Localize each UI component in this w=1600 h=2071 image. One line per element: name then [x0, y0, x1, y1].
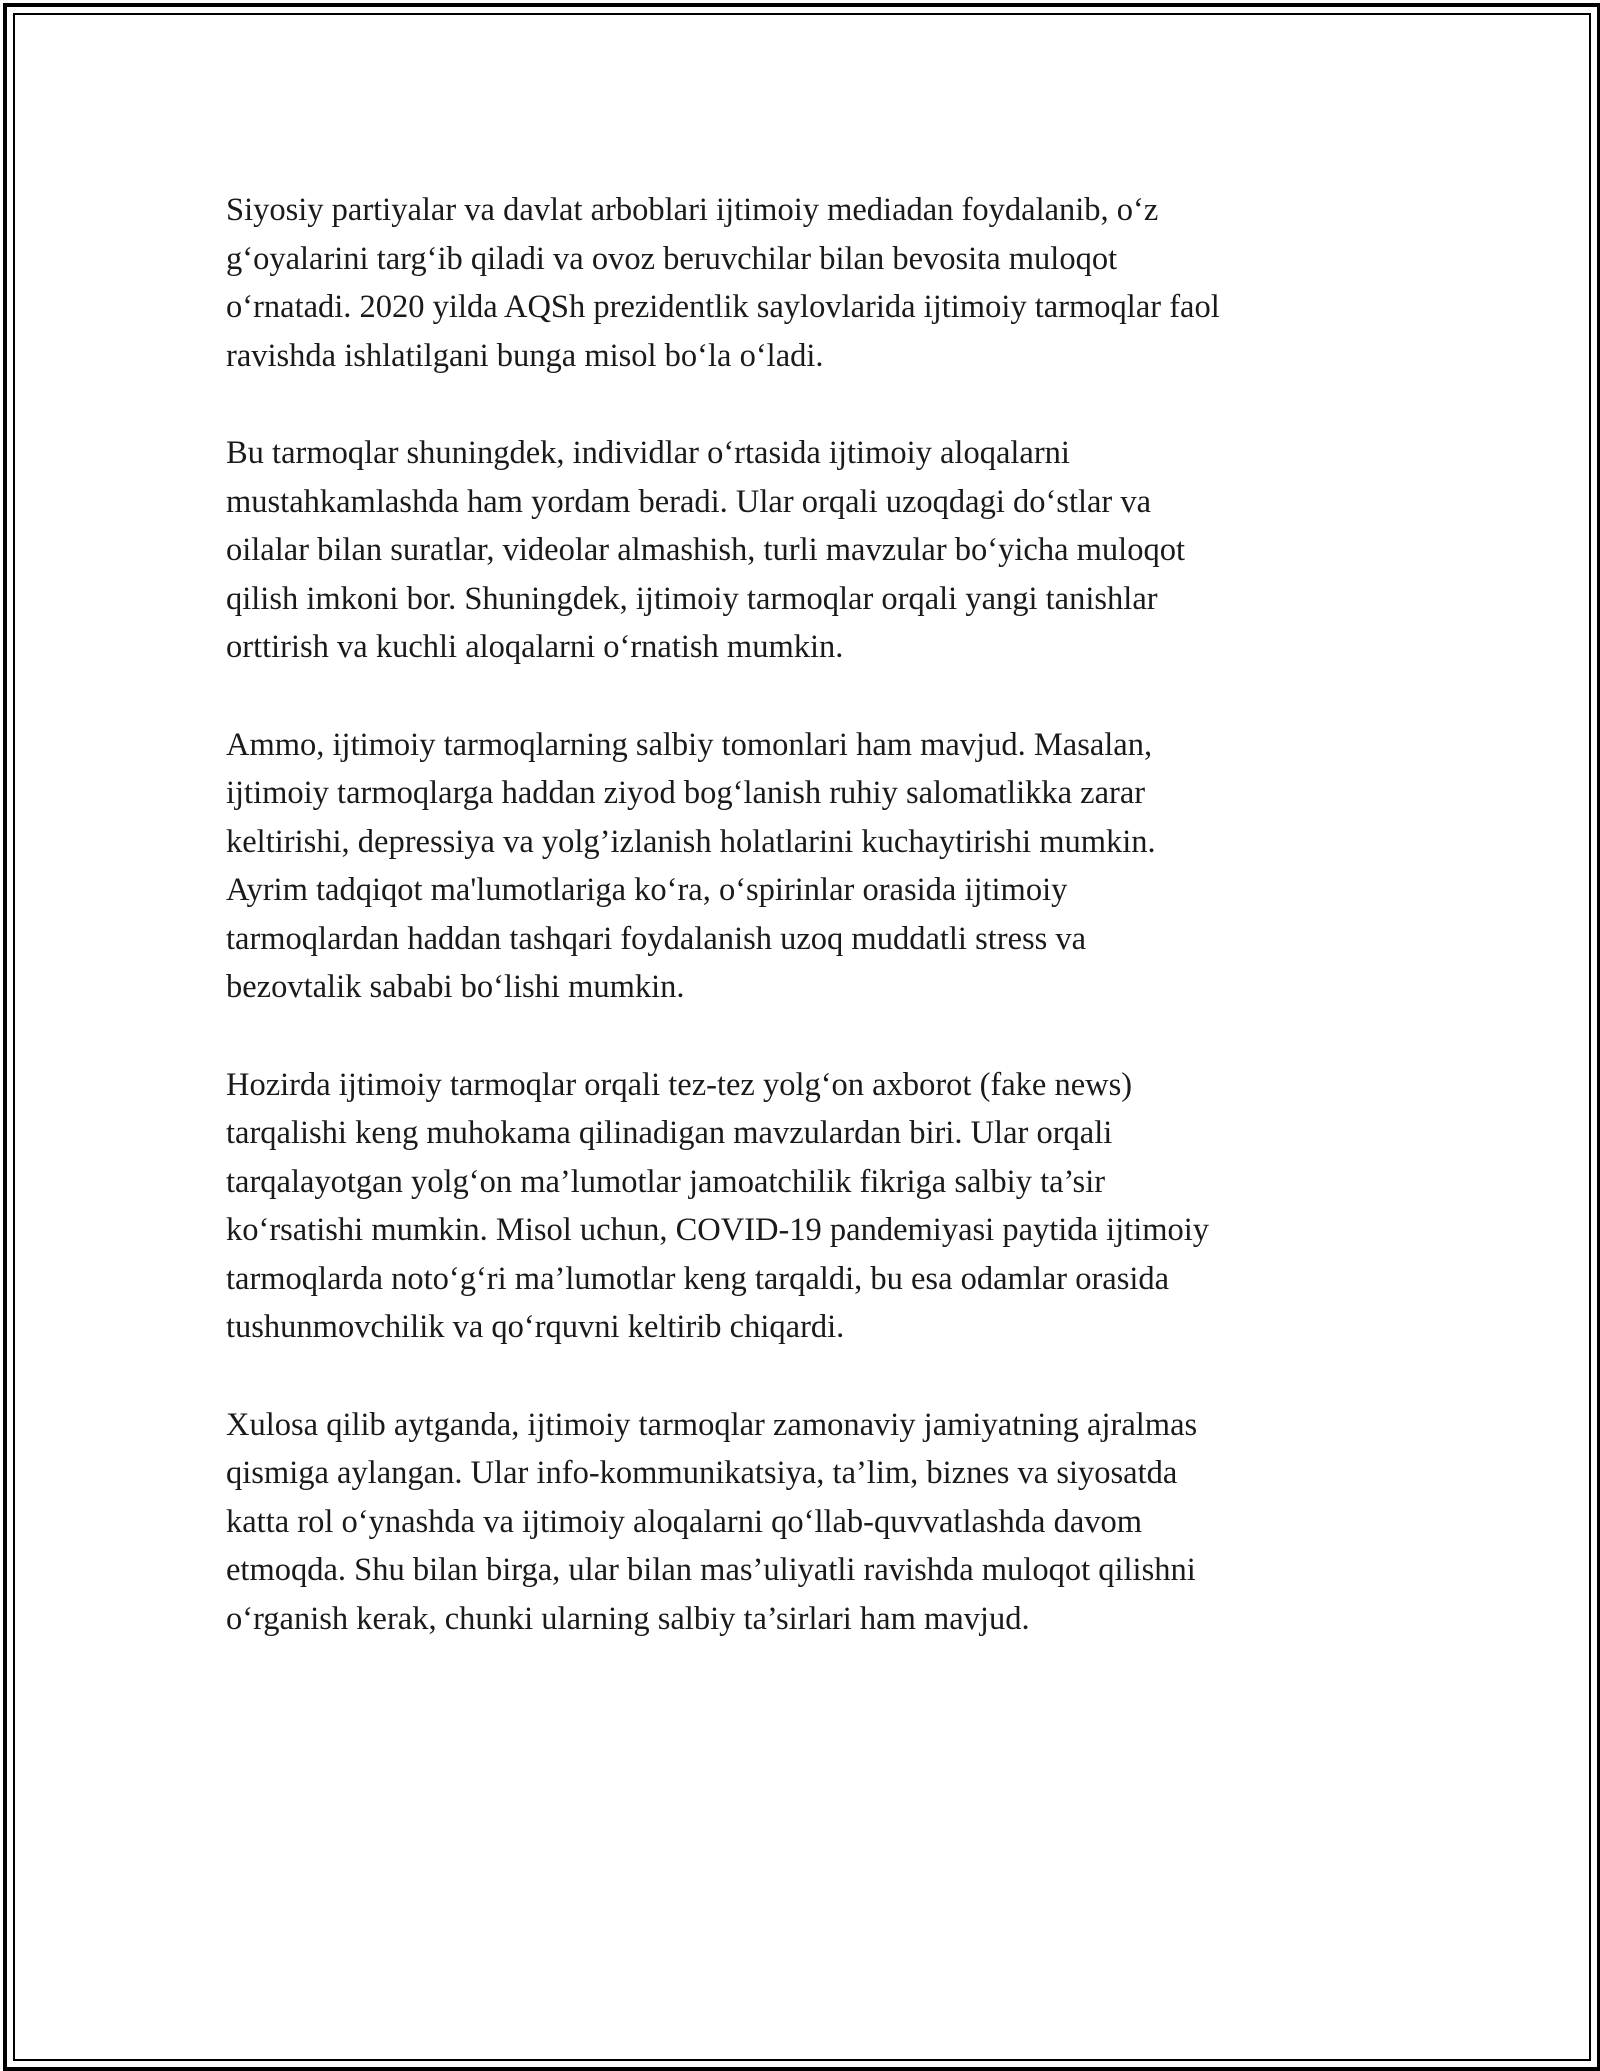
text-line: katta rol o‘ynashda va ijtimoiy aloqalarni qo‘llab-quvvatlashda davom — [226, 1503, 1143, 1540]
paragraph-2 — [226, 429, 1376, 672]
text-line: bezovtalik sababi bo‘lishi mumkin. — [226, 969, 685, 1005]
text-line: ijtimoiy tarmoqlarga haddan ziyod bog‘lanish ruhiy salomatlikka zarar — [226, 775, 1146, 811]
text-line: orttirish va kuchli aloqalarni o‘rnatish mumkin. — [226, 629, 844, 665]
text-line: tarqalayotgan yolg‘on ma’lumotlar jamoatchilik fikriga salbiy ta’sir — [226, 1163, 1106, 1200]
text-line: Xulosa qilib aytganda, ijtimoiy tarmoqlar zamonaviy jamiyatning ajralmas — [226, 1406, 1198, 1443]
text-line: tarqalishi keng muhokama qilinadigan mavzulardan biri. Ular orqali — [226, 1115, 1113, 1151]
paragraph-4 — [226, 1061, 1376, 1352]
text-line: mustahkamlashda ham yordam beradi. Ular orqali uzoqdagi do‘stlar va — [226, 483, 1152, 520]
text-line: tushunmovchilik va qo‘rquvni keltirib chiqardi. — [226, 1309, 845, 1345]
paragraph-3 — [226, 721, 1376, 1012]
text-line: Ammo, ijtimoiy tarmoqlarning salbiy tomonlari ham mavjud. Masalan, — [226, 726, 1153, 763]
text-line: tarmoqlarda noto‘g‘ri ma’lumotlar keng tarqaldi, bu esa odamlar orasida — [226, 1260, 1170, 1297]
text-line: o‘rganish kerak, chunki ularning salbiy ta’sirlari ham mavjud. — [226, 1600, 1030, 1637]
document-body — [226, 186, 1376, 1643]
text-line: o‘rnatadi. 2020 yilda AQSh prezidentlik saylovlarida ijtimoiy tarmoqlar faol — [226, 289, 1220, 325]
text-line: g‘oyalarini targ‘ib qiladi va ovoz beruvchilar bilan bevosita muloqot — [226, 240, 1118, 277]
text-line: qismiga aylangan. Ular info-kommunikatsiya, ta’lim, biznes va siyosatda — [226, 1455, 1178, 1491]
text-line: Siyosiy partiyalar va davlat arboblari ijtimoiy mediadan foydalanib, o‘z — [226, 192, 1159, 228]
text-line: keltirishi, depressiya va yolg’izlanish holatlarini kuchaytirishi mumkin. — [226, 823, 1156, 860]
text-line: Ayrim tadqiqot ma'lumotlariga ko‘ra, o‘spirinlar orasida ijtimoiy — [226, 872, 1068, 908]
text-line: tarmoqlardan haddan tashqari foydalanish uzoq muddatli stress va — [226, 920, 1087, 957]
text-line: ko‘rsatishi mumkin. Misol uchun, COVID-19 pandemiyasi paytida ijtimoiy — [226, 1212, 1210, 1248]
text-line: qilish imkoni bor. Shuningdek, ijtimoiy tarmoqlar orqali yangi tanishlar — [226, 580, 1158, 617]
paragraph-1 — [226, 186, 1376, 380]
text-line: ravishda ishlatilgani bunga misol bo‘la o‘ladi. — [226, 337, 824, 374]
paragraph-5 — [226, 1401, 1376, 1644]
text-line: Hozirda ijtimoiy tarmoqlar orqali tez-tez yolg‘on axborot (fake news) — [226, 1066, 1133, 1103]
text-line: etmoqda. Shu bilan birga, ular bilan mas’uliyatli ravishda muloqot qilishni — [226, 1552, 1196, 1588]
text-line: Bu tarmoqlar shuningdek, individlar o‘rtasida ijtimoiy aloqalarni — [226, 435, 1070, 471]
text-line: oilalar bilan suratlar, videolar almashish, turli mavzular bo‘yicha muloqot — [226, 532, 1185, 568]
